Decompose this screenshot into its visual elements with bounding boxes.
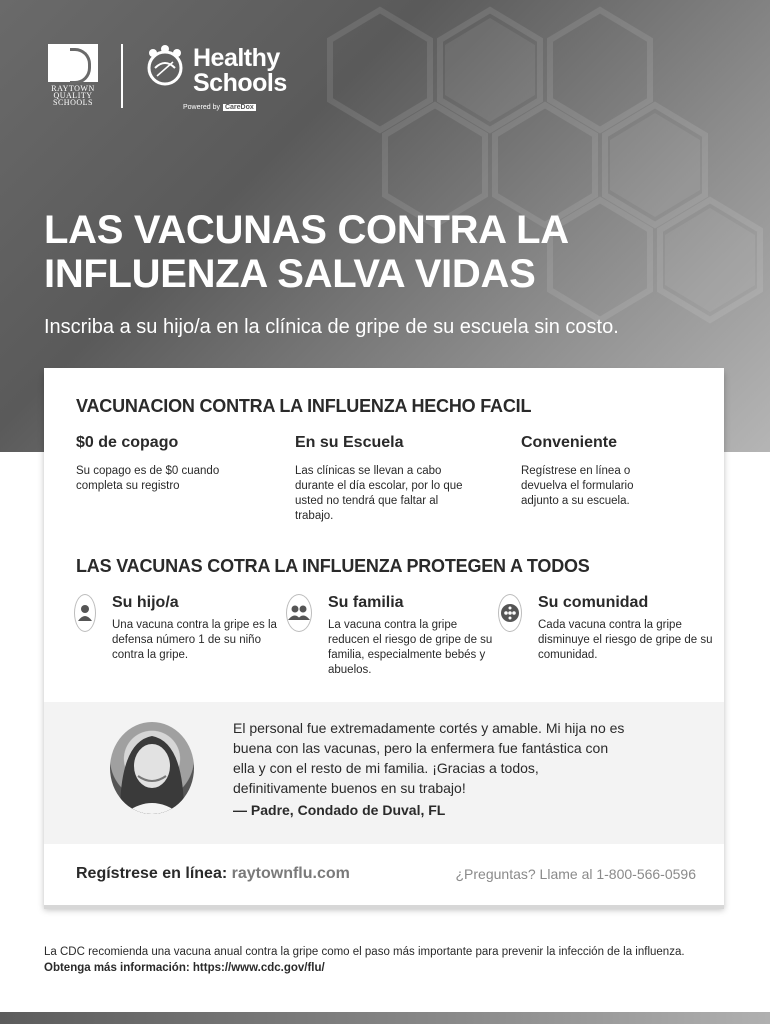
raytown-logo-line: SCHOOLS <box>53 98 93 107</box>
feature-body: Su copago es de $0 cuando completa su registro <box>76 465 220 492</box>
cdc-note-text: La CDC recomienda una vacuna anual contra la gripe como el paso más importante para prevenir la infección de la influenza. <box>44 946 685 958</box>
healthy-schools-line2: Schools <box>193 69 287 97</box>
raytown-logo-line: QUALITY <box>53 91 93 100</box>
protect-title: Su familia <box>328 594 404 611</box>
family-icon <box>286 594 312 632</box>
feature-title: En su Escuela <box>295 434 404 451</box>
testimonial-quote: El personal fue extremadamente cortés y amable. Mi hija no es buena con las vacunas, pero la enfermera fue fantástica con ella y con el resto de mi familia. ¡Gracias a todos, definitivamente buenos en su trabajo! <box>233 720 625 796</box>
caredox-logo: CareDox <box>224 104 254 111</box>
protect-body: La vacuna contra la gripe reducen el riesgo de gripe de su familia, especialmente bebés y abuelos. <box>328 619 493 676</box>
register-label: Regístrese en línea: <box>76 865 228 882</box>
info-card <box>44 368 724 905</box>
parent-photo <box>110 722 194 814</box>
raytown-quality-schools-logo <box>45 44 101 116</box>
protect-column-community <box>498 594 718 663</box>
more-info-label: Obtenga más información: <box>44 962 190 974</box>
more-info-link[interactable]: https://www.cdc.gov/flu/ <box>192 962 325 974</box>
feature-column-copay <box>76 434 261 494</box>
powered-by-label: Powered by <box>183 104 220 111</box>
powered-by <box>183 104 287 111</box>
protect-column-family <box>286 594 496 678</box>
feature-title: Conveniente <box>521 434 618 451</box>
protect-body: Una vacuna contra la gripe es la defensa número 1 de su niño contra la gripe. <box>112 619 277 661</box>
section-heading-easy: VACUNACION CONTRA LA INFLUENZA HECHO FACIL <box>76 396 532 416</box>
section-heading-protect: LAS VACUNAS COTRA LA INFLUENZA PROTEGEN A TODOS <box>76 556 590 576</box>
healthy-schools-icon <box>143 44 187 88</box>
testimonial-block <box>44 702 724 844</box>
feature-body: Las clínicas se llevan a cabo durante el día escolar, por lo que usted no tendrá que faltar al trabajo. <box>295 465 463 522</box>
raytown-logo-line: RAYTOWN <box>51 84 95 93</box>
cdc-note <box>44 944 734 976</box>
feature-column-school <box>295 434 465 524</box>
cta-row <box>76 865 696 883</box>
protect-title: Su comunidad <box>538 594 649 611</box>
raytown-logo-mark <box>48 44 98 82</box>
protect-title: Su hijo/a <box>112 594 179 611</box>
logo-divider <box>121 44 123 108</box>
protect-column-child <box>74 594 284 663</box>
community-icon <box>498 594 522 632</box>
healthy-schools-logo <box>143 44 287 111</box>
person-icon <box>74 594 96 632</box>
protect-body: Cada vacuna contra la gripe disminuye el riesgo de gripe de su comunidad. <box>538 619 713 661</box>
logo-row <box>45 44 287 124</box>
phone-contact: ¿Preguntas? Llame al 1-800-566-0596 <box>455 866 696 882</box>
feature-title: $0 de copago <box>76 434 179 451</box>
healthy-schools-line1: Healthy <box>193 44 280 72</box>
register-link[interactable]: raytownflu.com <box>231 865 350 882</box>
feature-column-convenient <box>521 434 661 509</box>
bottom-bar <box>0 1012 770 1024</box>
page-title: LAS VACUNAS CONTRA LA INFLUENZA SALVA VIDAS <box>44 208 568 296</box>
feature-body: Regístrese en línea o devuelva el formulario adjunto a su escuela. <box>521 465 634 507</box>
page-subtitle: Inscriba a su hijo/a en la clínica de gripe de su escuela sin costo. <box>44 316 619 338</box>
testimonial-attribution: — Padre, Condado de Duval, FL <box>233 802 446 818</box>
